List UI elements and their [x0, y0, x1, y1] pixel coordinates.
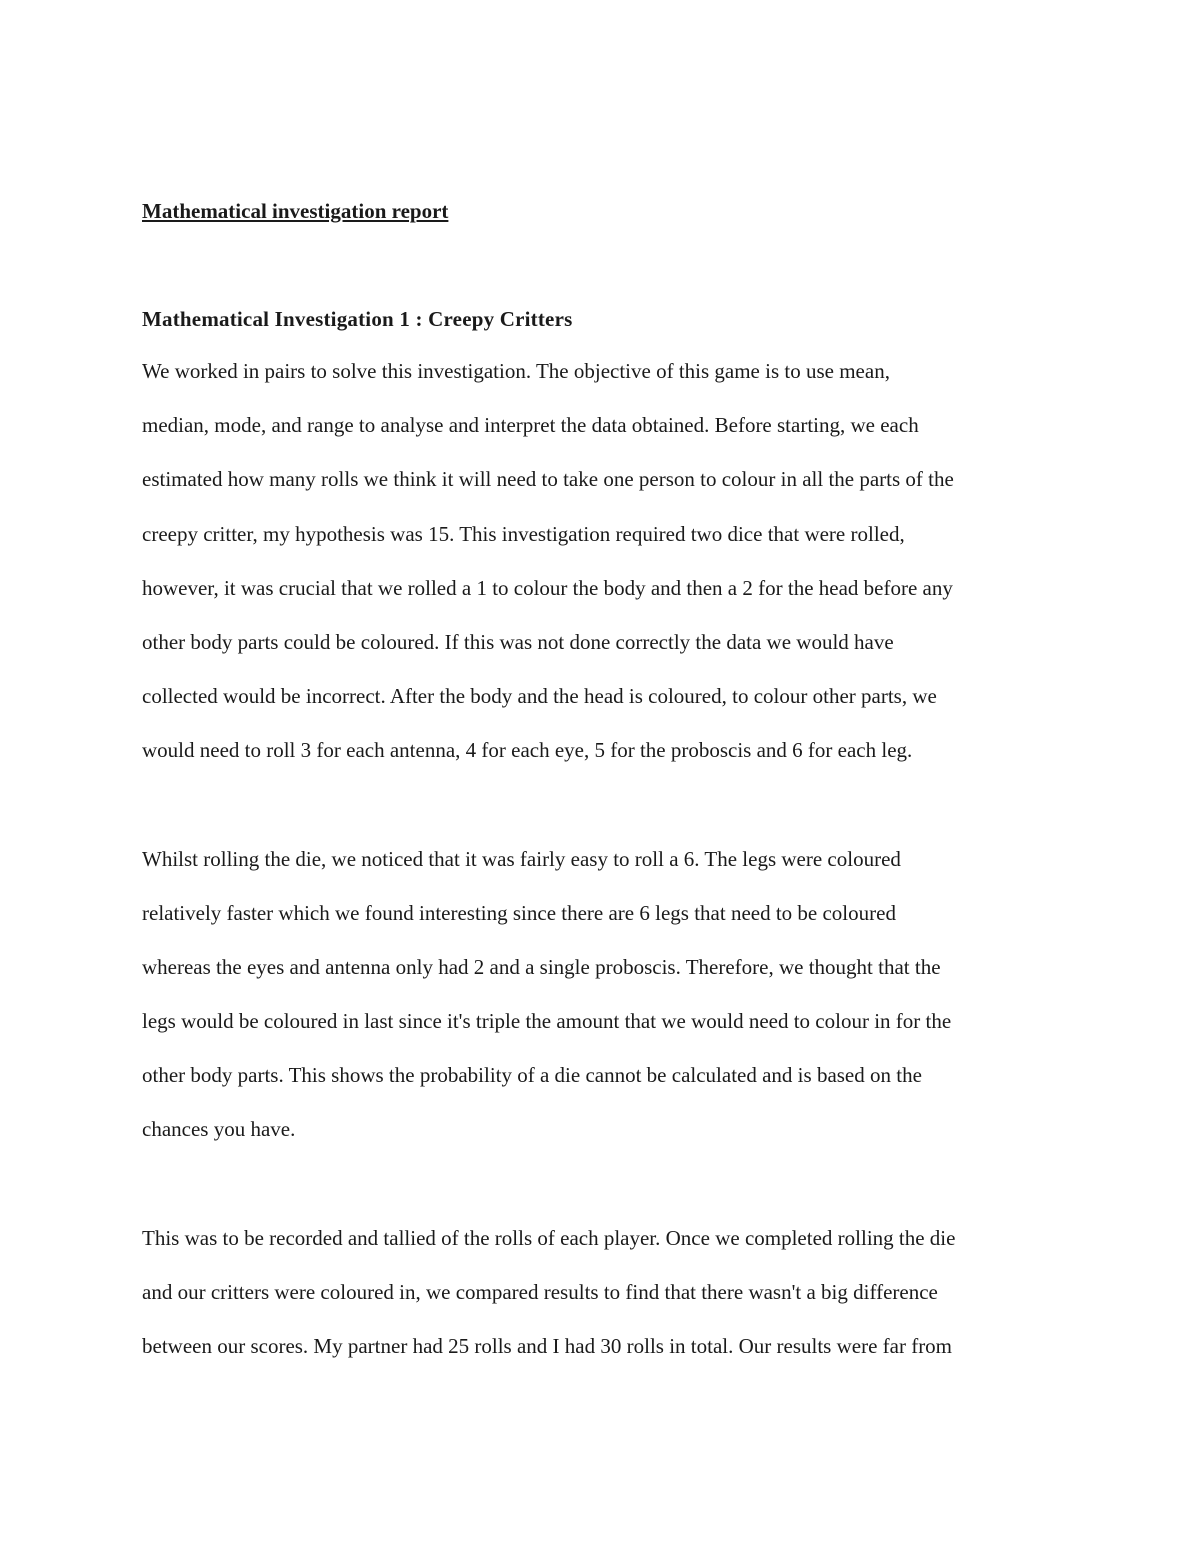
- paragraph-observations: [142, 832, 1058, 1157]
- paragraph-line: Whilst rolling the die, we noticed that it was fairly easy to roll a 6. The legs were coloured: [142, 846, 901, 871]
- paragraph-line: We worked in pairs to solve this investigation. The objective of this game is to use mean,: [142, 359, 890, 383]
- paragraph-line: collected would be incorrect. After the body and the head is coloured, to colour other parts, we: [142, 684, 937, 709]
- paragraph-line: other body parts could be coloured. If this was not done correctly the data we would have: [142, 629, 894, 654]
- paragraph-line: other body parts. This shows the probability of a die cannot be calculated and is based on the: [142, 1063, 922, 1088]
- paragraph-line: whereas the eyes and antenna only had 2 and a single proboscis. Therefore, we thought that the: [142, 954, 941, 979]
- document-body: [142, 196, 1058, 1373]
- paragraph-line: creepy critter, my hypothesis was 15. This investigation required two dice that were rolled,: [142, 521, 905, 546]
- paragraph-line: relatively faster which we found interesting since there are 6 legs that need to be coloured: [142, 900, 896, 925]
- section-heading: Mathematical Investigation 1 : Creepy Critters: [142, 307, 573, 331]
- report-title: Mathematical investigation report: [142, 199, 449, 223]
- paragraph-line: This was to be recorded and tallied of the rolls of each player. Once we completed rolling the die: [142, 1225, 956, 1250]
- paragraph-line: however, it was crucial that we rolled a 1 to colour the body and then a 2 for the head before any: [142, 575, 953, 600]
- paragraph-line: would need to roll 3 for each antenna, 4 for each eye, 5 for the proboscis and 6 for each leg.: [142, 738, 913, 763]
- paragraph-line: chances you have.: [142, 1117, 296, 1142]
- paragraph-line: and our critters were coloured in, we compared results to find that there wasn't a big difference: [142, 1279, 938, 1304]
- paragraph-line: between our scores. My partner had 25 rolls and I had 30 rolls in total. Our results were far from: [142, 1334, 953, 1358]
- paragraph-line: legs would be coloured in last since it's triple the amount that we would need to colour in for the: [142, 1009, 952, 1034]
- paragraph-results: [142, 1211, 1058, 1374]
- paragraph-objective: [142, 344, 1058, 778]
- paragraph-line: estimated how many rolls we think it will need to take one person to colour in all the parts of the: [142, 467, 954, 492]
- paragraph-line: median, mode, and range to analyse and interpret the data obtained. Before starting, we each: [142, 413, 919, 438]
